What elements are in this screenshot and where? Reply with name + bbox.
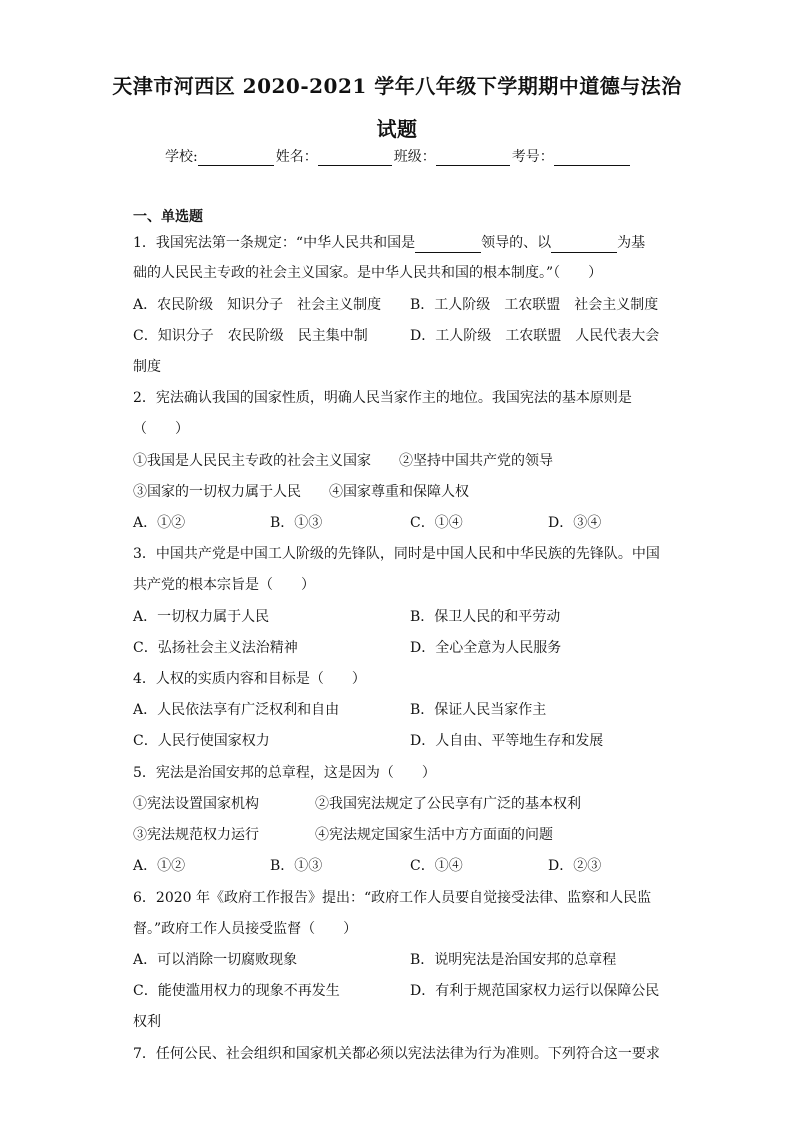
q1-text-a: 1．我国宪法第一条规定：“中华人民共和国是 <box>133 235 416 251</box>
q1-text-c: 为基 <box>617 235 646 251</box>
q2-statement1: ①我国是人民民主专政的社会主义国家 ②坚持中国共产党的领导 <box>133 453 553 469</box>
q1-text-b: 领导的、以 <box>481 235 552 251</box>
class-label: 班级： <box>393 149 436 165</box>
q1-option-a: A．农民阶级 知识分子 社会主义制度 <box>133 297 382 313</box>
q2-option-d: D．③④ <box>548 515 602 531</box>
q5-statement1: ①宪法设置国家机构 ②我国宪法规定了公民享有广泛的基本权利 <box>133 796 581 812</box>
q7-line1: 7．任何公民、社会组织和国家机关都必须以宪法法律为行为准则。下列符合这一要求 <box>133 1046 660 1062</box>
q4-option-c: C．人民行使国家权力 <box>133 733 270 749</box>
q3-option-c: C．弘扬社会主义法治精神 <box>133 640 298 656</box>
q2-option-a: A．①② <box>133 515 186 531</box>
school-label: 学校: <box>165 149 198 165</box>
q6-option-d-cont: 权利 <box>133 1014 161 1030</box>
q2-option-b: B．①③ <box>270 515 323 531</box>
q3-option-d: D．全心全意为人民服务 <box>410 640 562 656</box>
class-blank <box>436 151 510 166</box>
q2-statement2: ③国家的一切权力属于人民 ④国家尊重和保障人权 <box>133 484 469 500</box>
q6-option-c: C．能使滥用权力的现象不再发生 <box>133 983 340 999</box>
q1-line2: 础的人民民主专政的社会主义国家。是中华人民共和国的根本制度。”（ ） <box>133 265 603 281</box>
q2-line2: （ ） <box>133 421 189 437</box>
q1-option-d: D．工人阶级 工农联盟 人民代表大会 <box>410 328 660 344</box>
exam-no-blank <box>554 151 630 166</box>
q1-line1 <box>133 233 645 253</box>
name-blank <box>318 151 392 166</box>
q6-option-d: D．有利于规范国家权力运行以保障公民 <box>410 983 660 999</box>
exam-no-label: 考号： <box>511 149 554 165</box>
q6-option-b: B．说明宪法是治国安邦的总章程 <box>410 952 617 968</box>
q4-option-d: D．人自由、平等地生存和发展 <box>410 733 604 749</box>
q6-option-a: A．可以消除一切腐败现象 <box>133 952 298 968</box>
q3-option-a: A．一切权力属于人民 <box>133 609 270 625</box>
exam-title-line2: 试题 <box>376 117 418 141</box>
q4-line1: 4．人权的实质内容和目标是（ ） <box>133 671 366 687</box>
q3-line1: 3．中国共产党是中国工人阶级的先锋队，同时是中国人民和中华民族的先锋队。中国 <box>133 546 660 562</box>
name-label: 姓名： <box>275 149 318 165</box>
q5-option-b: B．①③ <box>270 858 323 874</box>
q4-option-a: A．人民依法享有广泛权利和自由 <box>133 702 340 718</box>
q3-line2: 共产党的根本宗旨是（ ） <box>133 577 315 593</box>
q5-option-c: C．①④ <box>410 858 463 874</box>
exam-title-line1: 天津市河西区 2020-2021 学年八年级下学期期中道德与法治 <box>112 74 682 98</box>
q1-blank2 <box>551 238 617 253</box>
q2-line1: 2．宪法确认我国的国家性质，明确人民当家作主的地位。我国宪法的基本原则是 <box>133 390 632 406</box>
section-heading: 一、单选题 <box>133 209 203 225</box>
q5-option-d: D．②③ <box>548 858 602 874</box>
school-blank <box>198 151 274 166</box>
q6-line1: 6．2020 年《政府工作报告》提出：“政府工作人员要自觉接受法律、监察和人民监 <box>133 890 652 906</box>
q1-option-b: B．工人阶级 工农联盟 社会主义制度 <box>410 297 659 313</box>
q3-option-b: B．保卫人民的和平劳动 <box>410 609 561 625</box>
q1-blank1 <box>415 238 481 253</box>
q1-option-d-cont: 制度 <box>133 359 161 375</box>
q5-line1: 5．宪法是治国安邦的总章程，这是因为（ ） <box>133 765 436 781</box>
q6-line2: 督。”政府工作人员接受监督（ ） <box>133 921 358 937</box>
q4-option-b: B．保证人民当家作主 <box>410 702 547 718</box>
q1-option-c: C．知识分子 农民阶级 民主集中制 <box>133 328 368 344</box>
q5-option-a: A．①② <box>133 858 186 874</box>
q2-option-c: C．①④ <box>410 515 463 531</box>
student-info-row <box>165 146 632 166</box>
q5-statement2: ③宪法规范权力运行 ④宪法规定国家生活中方方面面的问题 <box>133 827 553 843</box>
